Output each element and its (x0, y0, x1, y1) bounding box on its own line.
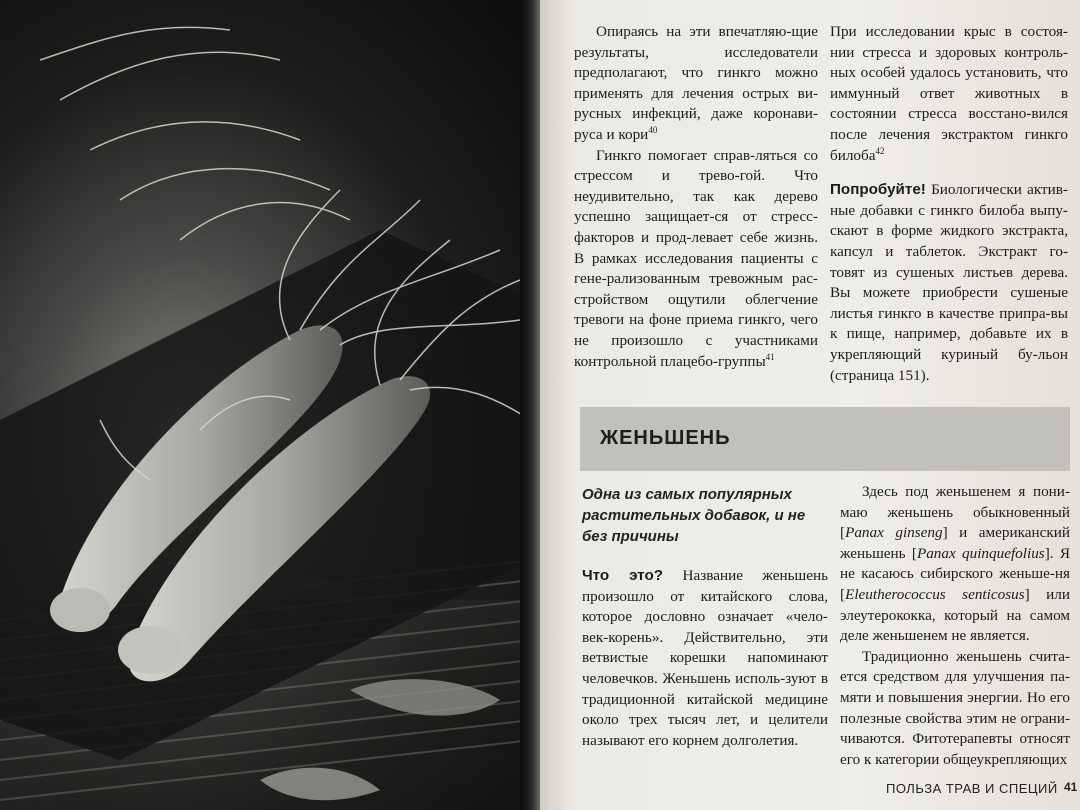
latin-name: Eleutherococcus senticosus (845, 585, 1025, 603)
paragraph-text: ] и американский женьшень [ (840, 524, 1070, 562)
footnote-ref: 40 (648, 124, 658, 135)
column-top-right (830, 22, 1068, 386)
paragraph (840, 482, 1070, 647)
page-number: 41 (1064, 780, 1078, 794)
paragraph (840, 647, 1070, 771)
running-footer: ПОЛЬЗА ТРАВ И СПЕЦИЙ (886, 781, 1058, 796)
tip-text: Биологически актив-ные добавки с гинкго билоба выпу-скают в форме жидкого экстракта, капсул и таблеток. Экстракт го-товят из сушеных листьев дерева. Вы можете приобрести сушеные листья гинкго в качестве припра-вы к пище, например, добавьте их в укрепляющий куриный бу-льон (страница 151). (830, 181, 1068, 384)
paragraph-text: ]. Я не касаюсь сибирского женьше-ня [ (840, 544, 1070, 603)
paragraph-text: Традиционно женьшень счита-ется средством для улучшения па-мяти и повышения энергии. Но его полезные свойства этим не ограни-чиваются. Фитотерапевты относят его к категории общеукрепляющих (840, 647, 1070, 768)
paragraph-text: ] или элеутерококка, который на самом деле женьшенем не является. (840, 585, 1070, 645)
paragraph-text: Название женьшень произошло от китайского слова, которое дословно означает «чело-век-корень». Действительно, эти ветвистые корешки напоминают человечков. Женьшень исполь-зуют в традиционной китайской медицине около трех тысяч лет, и целители называют его корнем долголетия. (582, 567, 828, 749)
latin-name: Panax ginseng (845, 524, 943, 542)
paragraph (574, 22, 818, 146)
column-bottom-right (840, 482, 1070, 770)
tip-label: Попробуйте! (830, 181, 926, 199)
paragraph (574, 146, 818, 373)
column-bottom-left (582, 566, 828, 751)
footnote-ref: 42 (875, 145, 885, 156)
section-subheading: Одна из самых популярных растительных добавок, и не без причины (582, 486, 806, 545)
footnote-ref: 41 (765, 351, 775, 362)
paragraph-text: Гинкго помогает справ-ляться со стрессом и трево-гой. Что неудивительно, так как дерево успешно защищает-ся от стресс-факторов и прод-левает себе жизнь. В рамках исследования пациенты с гене-рализованным тревожным рас-стройством ощутили облегчение тревоги на фоне приема гинкго, чего не произошло с участниками контрольной плацебо-группы (574, 146, 818, 370)
root-tip (118, 626, 182, 674)
column-top-left (574, 22, 818, 372)
latin-name: Panax quinquefolius (916, 544, 1045, 562)
what-label: Что это? (582, 567, 664, 584)
ginseng-roots-illustration (0, 0, 532, 810)
paragraph-text: Опираясь на эти впечатляю-щие результаты, исследователи предполагают, что гинкго можно применять для лечения острых ви-русных инфекций, даже коронави-руса и кори (574, 23, 818, 143)
paragraph (830, 22, 1068, 166)
text-page (540, 0, 1080, 810)
section-heading: ЖЕНЬШЕНЬ (600, 427, 731, 449)
tip-paragraph (830, 180, 1068, 386)
section-heading-bar (580, 407, 1070, 471)
paragraph (582, 566, 828, 751)
paragraph-text: При исследовании крыс в состоя-нии стресса и здоровых контроль-ных особей удалось установить, что иммунный ответ животных в состоянии стресса восстано-вился после лечения экстрактом гинкго билоба (830, 23, 1068, 164)
ginseng-photo (0, 0, 532, 810)
root-tip (50, 588, 110, 632)
paragraph-text: Здесь под женьшенем я пони-маю женьшень обыкновенный [ (840, 483, 1070, 542)
